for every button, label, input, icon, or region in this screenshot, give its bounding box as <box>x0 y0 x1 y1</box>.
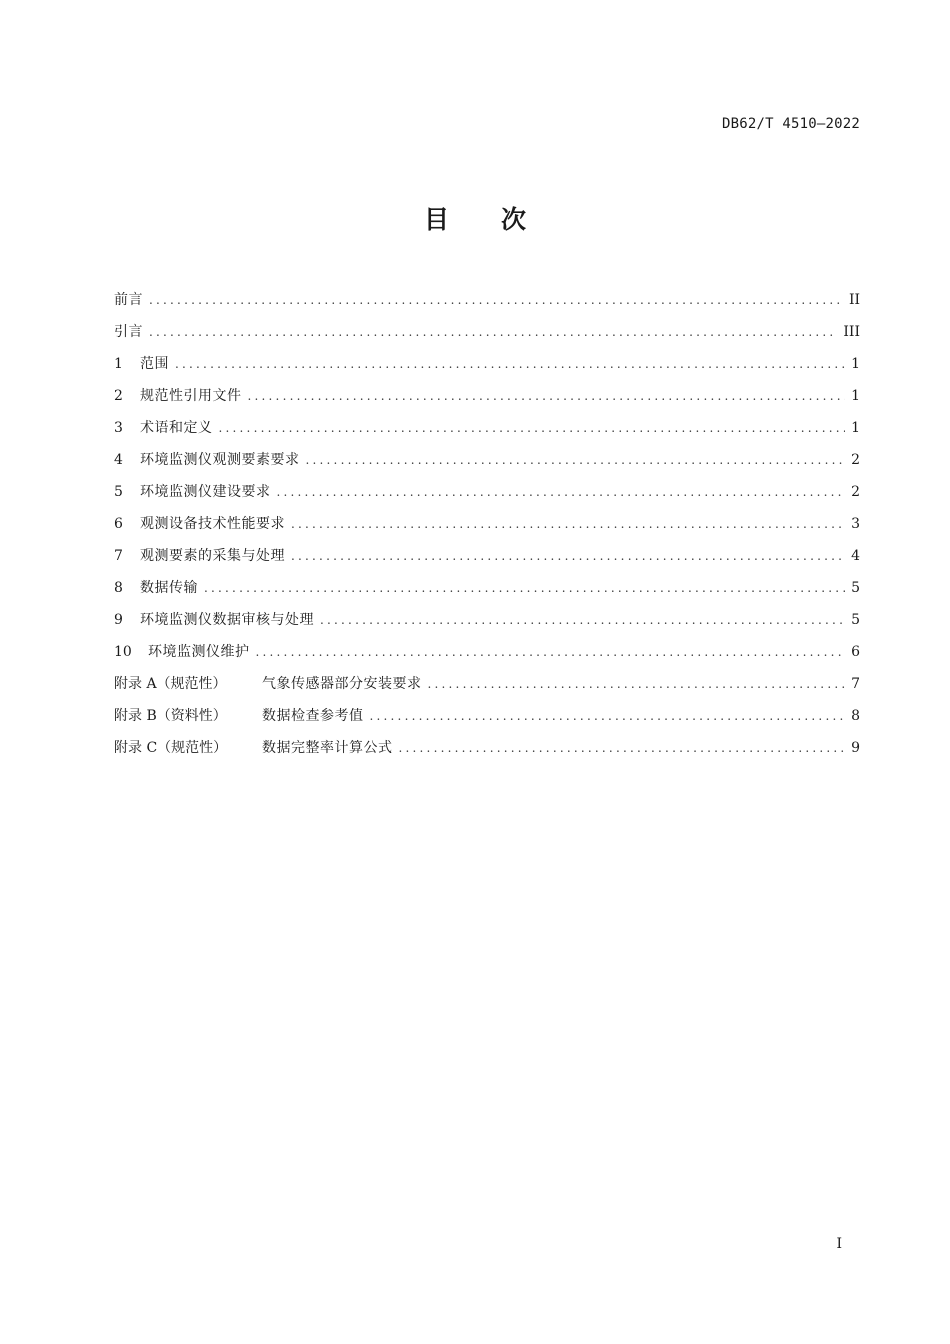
toc-dot-leader <box>291 508 845 540</box>
toc-entry-page: II <box>848 292 860 308</box>
toc-entry-appendix-b[interactable] <box>114 700 860 732</box>
toc-entry-page: 1 <box>851 388 860 404</box>
toc-entry-label: 术语和定义 <box>140 420 213 436</box>
toc-entry-label: 数据检查参考值 <box>262 708 364 724</box>
toc-entry-collection-processing[interactable] <box>114 540 860 572</box>
toc-entry-foreword[interactable] <box>114 284 860 316</box>
toc-entry-number: 10 <box>114 644 132 660</box>
toc-entry-page: 4 <box>851 548 860 564</box>
toc-entry-page: 2 <box>851 484 860 500</box>
toc-entry-page: 1 <box>851 356 860 372</box>
toc-entry-label: 引言 <box>114 324 143 340</box>
toc-dot-leader <box>204 572 845 604</box>
toc-entry-page: 9 <box>851 740 860 756</box>
toc-dot-leader <box>248 380 846 412</box>
toc-dot-leader <box>320 604 845 636</box>
toc-entry-terms-definitions[interactable] <box>114 412 860 444</box>
toc-dot-leader <box>256 636 846 668</box>
toc-entry-page: 2 <box>851 452 860 468</box>
toc-entry-number: 5 <box>114 484 123 500</box>
toc-dot-leader <box>399 732 846 764</box>
toc-entry-introduction[interactable] <box>114 316 860 348</box>
toc-entry-number: 附录 C（规范性） <box>114 740 228 756</box>
toc-title <box>0 200 950 236</box>
document-number: DB62/T 4510—2022 <box>721 116 860 132</box>
toc-dot-leader <box>277 476 846 508</box>
toc-entry-data-transmission[interactable] <box>114 572 860 604</box>
toc-dot-leader <box>428 668 846 700</box>
toc-entry-page: 6 <box>851 644 860 660</box>
toc-entry-number: 9 <box>114 612 123 628</box>
toc-entry-label: 观测设备技术性能要求 <box>140 516 285 532</box>
toc-entry-scope[interactable] <box>114 348 860 380</box>
toc-entry-label: 观测要素的采集与处理 <box>140 548 285 564</box>
toc-entry-number: 6 <box>114 516 123 532</box>
toc-entry-label: 环境监测仪观测要素要求 <box>140 452 300 468</box>
toc-list <box>114 284 860 764</box>
toc-dot-leader <box>219 412 846 444</box>
toc-entry-number: 附录 B（资料性） <box>114 708 227 724</box>
toc-dot-leader <box>149 284 843 316</box>
page-number: I <box>836 1236 842 1252</box>
toc-entry-page: 7 <box>851 676 860 692</box>
toc-dot-leader <box>175 348 845 380</box>
toc-entry-observation-elements[interactable] <box>114 444 860 476</box>
toc-entry-label: 环境监测仪建设要求 <box>140 484 271 500</box>
toc-entry-label: 规范性引用文件 <box>140 388 242 404</box>
toc-entry-label: 环境监测仪数据审核与处理 <box>140 612 314 628</box>
toc-entry-label: 前言 <box>114 292 143 308</box>
toc-entry-number: 附录 A（规范性） <box>114 676 227 692</box>
toc-entry-page: III <box>843 324 860 340</box>
toc-entry-equipment-performance[interactable] <box>114 508 860 540</box>
toc-entry-number: 8 <box>114 580 123 596</box>
toc-entry-number: 3 <box>114 420 123 436</box>
toc-entry-page: 5 <box>851 612 860 628</box>
toc-entry-number: 7 <box>114 548 123 564</box>
toc-entry-data-review[interactable] <box>114 604 860 636</box>
toc-entry-page: 3 <box>851 516 860 532</box>
toc-entry-number: 2 <box>114 388 123 404</box>
toc-dot-leader <box>149 316 837 348</box>
toc-entry-page: 5 <box>851 580 860 596</box>
toc-dot-leader <box>370 700 846 732</box>
toc-entry-number: 1 <box>114 356 123 372</box>
toc-entry-appendix-a[interactable] <box>114 668 860 700</box>
toc-entry-label: 环境监测仪维护 <box>148 644 250 660</box>
toc-title-part2: 次 <box>501 205 527 234</box>
toc-entry-label: 气象传感器部分安装要求 <box>262 676 422 692</box>
toc-entry-construction[interactable] <box>114 476 860 508</box>
toc-entry-page: 8 <box>851 708 860 724</box>
toc-entry-maintenance[interactable] <box>114 636 860 668</box>
toc-dot-leader <box>291 540 845 572</box>
toc-entry-normative-references[interactable] <box>114 380 860 412</box>
toc-entry-appendix-c[interactable] <box>114 732 860 764</box>
toc-dot-leader <box>306 444 846 476</box>
toc-entry-label: 数据传输 <box>140 580 198 596</box>
toc-entry-page: 1 <box>851 420 860 436</box>
toc-title-part1: 目 <box>423 205 449 234</box>
toc-entry-label: 范围 <box>140 356 169 372</box>
toc-entry-label: 数据完整率计算公式 <box>262 740 393 756</box>
toc-entry-number: 4 <box>114 452 123 468</box>
